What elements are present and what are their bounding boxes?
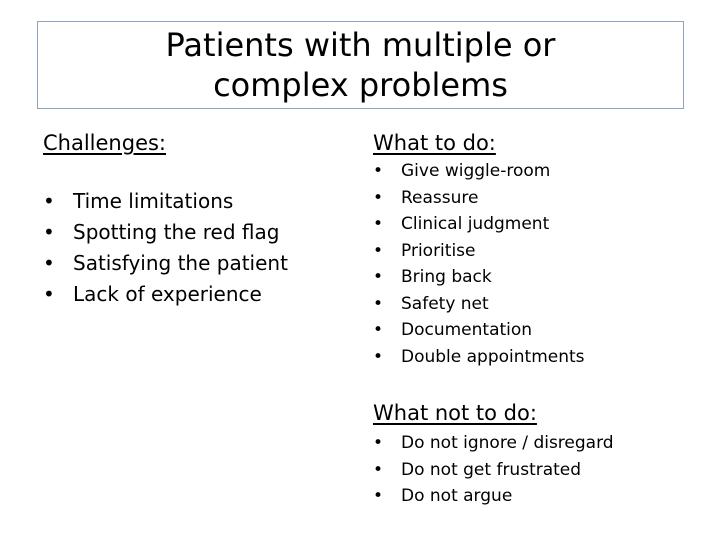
what-to-do-item: • Safety net bbox=[373, 291, 585, 318]
what-to-do-heading: What to do: bbox=[373, 131, 496, 155]
what-to-do-item: • Reassure bbox=[373, 185, 585, 212]
what-not-to-do-list bbox=[373, 430, 614, 510]
challenges-heading: Challenges: bbox=[43, 131, 167, 155]
what-to-do-item: • Bring back bbox=[373, 264, 585, 291]
challenge-item: • Satisfying the patient bbox=[43, 248, 288, 279]
what-not-to-do-item: • Do not ignore / disregard bbox=[373, 430, 614, 457]
what-not-to-do-heading: What not to do: bbox=[373, 401, 537, 425]
slide-title-box bbox=[37, 21, 684, 109]
what-not-to-do-item: • Do not argue bbox=[373, 483, 614, 510]
challenge-item: • Spotting the red flag bbox=[43, 217, 288, 248]
challenges-list bbox=[43, 186, 288, 310]
challenge-item: • Time limitations bbox=[43, 186, 288, 217]
what-not-to-do-item: • Do not get frustrated bbox=[373, 457, 614, 484]
what-to-do-item: • Give wiggle-room bbox=[373, 158, 585, 185]
slide-title-line-1: Patients with multiple or bbox=[165, 26, 556, 64]
slide-title-line-2: complex problems bbox=[213, 66, 508, 104]
what-to-do-item: • Clinical judgment bbox=[373, 211, 585, 238]
challenge-item: • Lack of experience bbox=[43, 279, 288, 310]
what-to-do-item: • Prioritise bbox=[373, 238, 585, 265]
what-to-do-item: • Documentation bbox=[373, 317, 585, 344]
what-to-do-item: • Double appointments bbox=[373, 344, 585, 371]
what-to-do-list bbox=[373, 158, 585, 370]
